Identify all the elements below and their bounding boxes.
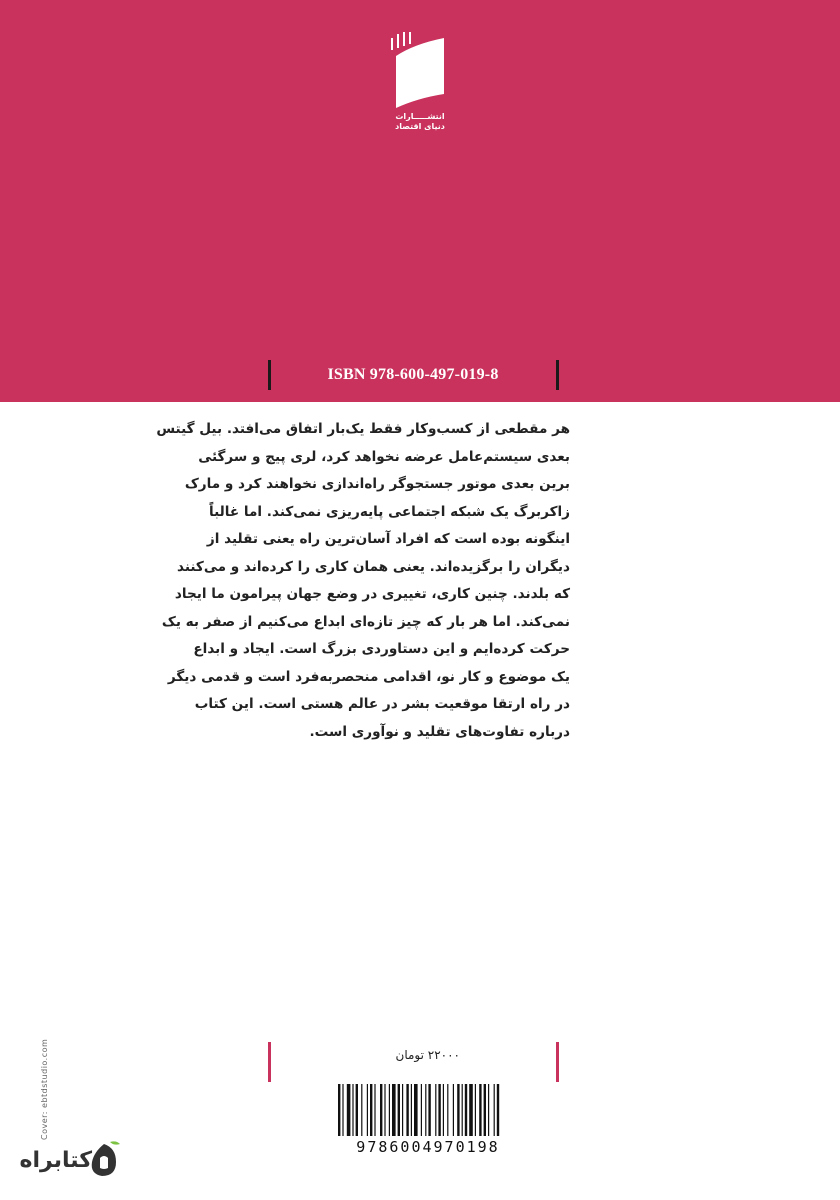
publisher-name [378, 112, 462, 132]
barcode-bar [352, 1084, 353, 1136]
barcode-bar [428, 1084, 430, 1136]
barcode-bar [370, 1084, 372, 1136]
blurb-line: زاکربرگ یک شبکه اجتماعی پایه‌ریزی نمی‌کند. اما غالباً [209, 503, 570, 520]
price-divider-right [556, 1042, 559, 1082]
barcode-bar [443, 1084, 444, 1136]
blurb-line: یک موضوع و کار نو، اقدامی منحصربه‌فرد است و قدمی دیگر [167, 668, 570, 685]
isbn-divider-left [268, 360, 271, 390]
barcode-bar [435, 1084, 436, 1136]
barcode-bar [356, 1084, 358, 1136]
blurb-line: هر مقطعی از کسب‌وکار فقط یک‌بار اتفاق می‌افتد. بیل گیتس [156, 421, 570, 437]
barcode-digits: 9786004970198 [356, 1138, 500, 1156]
barcode-bar [367, 1084, 368, 1136]
isbn-divider-right [556, 360, 559, 390]
blurb-line: دیگران را برگزیده‌اند. یعنی همان کاری را کرده‌اند و می‌کنند [176, 558, 570, 575]
isbn-number: ISBN 978-600-497-019-8 [327, 366, 499, 383]
barcode-bar [398, 1084, 400, 1136]
barcode-bar [342, 1084, 343, 1136]
barcode-bar [457, 1084, 459, 1136]
publisher-name-line1: انتشـــــارات [395, 112, 445, 121]
barcode-bar [475, 1084, 476, 1136]
barcode-bar [347, 1084, 351, 1136]
barcode-bar [479, 1084, 481, 1136]
barcode-bar [374, 1084, 375, 1136]
barcode-bar [402, 1084, 403, 1136]
barcode-bar [447, 1084, 448, 1136]
blurb-line: که بلدند. چنین کاری، تغییری در وضع جهان پیرامون ما ایجاد [174, 586, 570, 602]
price-label: ۲۲۰۰۰ تومان [395, 1048, 460, 1062]
blurb-line: حرکت کرده‌ایم و این دستاوردی بزرگ است. ایجاد و ابداع [193, 641, 570, 657]
blurb-line: برین بعدی موتور جستجوگر راه‌اندازی نخواهند کرد و مارک [184, 476, 570, 492]
barcode-bar [361, 1084, 362, 1136]
cover-designer-credit: Cover: ebtdstudio.com [40, 1038, 49, 1140]
ketabrah-watermark-text: کتابراه [19, 1148, 92, 1173]
barcode-bar [414, 1084, 418, 1136]
back-cover-blurb [156, 416, 570, 746]
barcode-bar [425, 1084, 426, 1136]
barcode-bar [411, 1084, 412, 1136]
blurb-line: نمی‌کند. اما هر بار که چیز تازه‌ای ابداع می‌کنیم از صفر به یک [161, 613, 570, 630]
ketabrah-logo-icon [86, 1140, 122, 1180]
blurb-line: بعدی سیستم‌عامل عرضه نخواهد کرد، لری پیج و سرگئی [198, 448, 570, 465]
barcode-bar [406, 1084, 408, 1136]
barcode-bar [484, 1084, 486, 1136]
barcode-bar [453, 1084, 454, 1136]
barcode-bar [469, 1084, 473, 1136]
barcode-bar [380, 1084, 382, 1136]
publisher-name-line2: دنیای اقتصاد [395, 122, 445, 131]
barcode-bar [497, 1084, 499, 1136]
barcode-bar [384, 1084, 385, 1136]
barcode-bar [338, 1084, 340, 1136]
barcode-bar [392, 1084, 396, 1136]
barcode-bar [465, 1084, 467, 1136]
blurb-line: در راه ارتقا موقعیت بشر در عالم هستی است. این کتاب [194, 696, 570, 712]
blurb-line: اینگونه بوده است که افراد آسان‌ترین راه یعنی تقلید از [206, 531, 570, 547]
barcode-bar [494, 1084, 495, 1136]
price-divider-left [268, 1042, 271, 1082]
barcode-bar [488, 1084, 489, 1136]
barcode-bars [330, 1080, 526, 1140]
barcode-bar [421, 1084, 422, 1136]
barcode-bar [438, 1084, 440, 1136]
blurb-line: درباره تفاوت‌های تقلید و نوآوری است. [309, 723, 570, 740]
barcode-bar [389, 1084, 390, 1136]
barcode-bar [462, 1084, 463, 1136]
